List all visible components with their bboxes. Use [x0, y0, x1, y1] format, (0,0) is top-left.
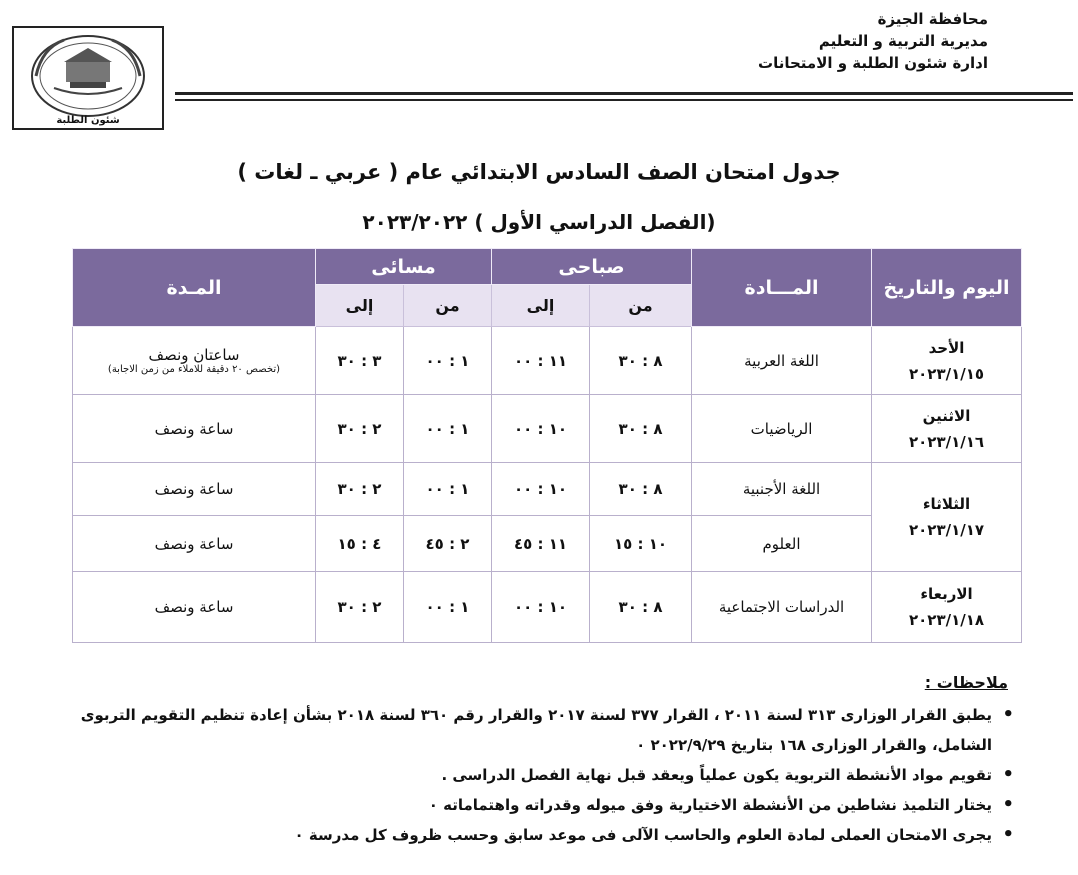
morning-from: ٨ : ٣٠ — [590, 395, 692, 463]
duration-cell: ساعة ونصف — [73, 395, 316, 463]
exam-schedule-table — [72, 248, 1022, 643]
evening-to: ٤ : ١٥ — [316, 516, 404, 572]
morning-to: ١٠ : ٠٠ — [492, 463, 590, 516]
day-name: الاثنين — [922, 406, 971, 425]
evening-from: ٢ : ٤٥ — [404, 516, 492, 572]
evening-to: ٢ : ٣٠ — [316, 463, 404, 516]
evening-from: ١ : ٠٠ — [404, 395, 492, 463]
day-name: الثلاثاء — [922, 495, 971, 513]
header-evening-to: إلى — [316, 285, 404, 327]
governorate-name: محافظة الجيزة — [877, 10, 988, 28]
notes-list — [58, 700, 1018, 850]
duration-cell — [73, 327, 316, 395]
exam-date: ٢٠٢٣/١/١٦ — [908, 432, 985, 451]
header-duration: المـدة — [73, 249, 316, 327]
issuer-header — [658, 8, 988, 74]
table-row — [73, 572, 1022, 643]
morning-to: ١١ : ٠٠ — [492, 327, 590, 395]
day-cell — [872, 327, 1022, 395]
header-evening: مسائى — [316, 249, 492, 285]
evening-to: ٢ : ٣٠ — [316, 572, 404, 643]
header-divider-thin — [175, 99, 1073, 101]
duration-cell: ساعة ونصف — [73, 572, 316, 643]
note-item: • يجرى الامتحان العملى لمادة العلوم والحاسب الآلى فى موعد سابق وحسب ظروف كل مدرسة ٠ — [58, 820, 1018, 850]
table-row — [73, 395, 1022, 463]
header-morning: صباحى — [492, 249, 692, 285]
day-cell — [872, 572, 1022, 643]
note-item: • يطبق القرار الوزارى ٣١٣ لسنة ٢٠١١ ، القرار ٣٧٧ لسنة ٢٠١٧ والقرار رقم ٣٦٠ لسنة ٢٠١٨ بشأن إعادة تنظيم التقويم التربوى الشامل، والقرار الوزارى ١٦٨ بتاريخ ٢٠٢٢/٩/٢٩ ٠ — [58, 700, 1018, 760]
header-day-date: اليوم والتاريخ — [872, 249, 1022, 327]
header-evening-from: من — [404, 285, 492, 327]
morning-from: ٨ : ٣٠ — [590, 572, 692, 643]
duration-value: ساعتان ونصف — [148, 345, 240, 364]
evening-from: ١ : ٠٠ — [404, 572, 492, 643]
evening-from: ١ : ٠٠ — [404, 463, 492, 516]
subject-cell: العلوم — [692, 516, 872, 572]
header-subject: المـــادة — [692, 249, 872, 327]
morning-to: ١٠ : ٠٠ — [492, 572, 590, 643]
exam-date: ٢٠٢٣/١/١٧ — [908, 521, 985, 539]
subject-cell: اللغة العربية — [692, 327, 872, 395]
morning-to: ١٠ : ٠٠ — [492, 395, 590, 463]
morning-from: ١٠ : ١٥ — [590, 516, 692, 572]
evening-to: ٣ : ٣٠ — [316, 327, 404, 395]
exam-date: ٢٠٢٣/١/١٨ — [908, 611, 985, 629]
notes-heading: ملاحظات : — [924, 673, 1008, 692]
morning-from: ٨ : ٣٠ — [590, 463, 692, 516]
subject-cell: الدراسات الاجتماعية — [692, 572, 872, 643]
duration-cell: ساعة ونصف — [73, 516, 316, 572]
header-divider — [175, 92, 1073, 95]
day-name: الأحد — [928, 338, 965, 357]
day-cell — [872, 463, 1022, 572]
subject-cell: الرياضيات — [692, 395, 872, 463]
day-cell — [872, 395, 1022, 463]
directorate-logo — [12, 26, 164, 130]
subject-cell: اللغة الأجنبية — [692, 463, 872, 516]
header-morning-to: إلى — [492, 285, 590, 327]
document-subtitle: (الفصل الدراسي الأول ) ٢٠٢٣/٢٠٢٢ — [362, 210, 716, 234]
morning-from: ٨ : ٣٠ — [590, 327, 692, 395]
duration-cell: ساعة ونصف — [73, 463, 316, 516]
directorate-name: مديرية التربية و التعليم — [818, 32, 988, 50]
table-row — [73, 327, 1022, 395]
day-name: الاربعاء — [920, 585, 973, 603]
duration-note: (تخصص ٢٠ دقيقة للاملاء من زمن الاجابة) — [107, 363, 281, 375]
evening-from: ١ : ٠٠ — [404, 327, 492, 395]
document-title: جدول امتحان الصف السادس الابتدائي عام ( عربي ـ لغات ) — [237, 160, 841, 184]
header-morning-from: من — [590, 285, 692, 327]
note-item: • يختار التلميذ نشاطين من الأنشطة الاختيارية وفق ميوله وقدراته واهتماماته ٠ — [58, 790, 1018, 820]
department-name: ادارة شئون الطلبة و الامتحانات — [758, 54, 988, 72]
logo-caption: شئون الطلبة — [56, 115, 120, 126]
morning-to: ١١ : ٤٥ — [492, 516, 590, 572]
note-item: • تقويم مواد الأنشطة التربوية يكون عملياً ويعقد قبل نهاية الفصل الدراسى . — [58, 760, 1018, 790]
evening-to: ٢ : ٣٠ — [316, 395, 404, 463]
table-row — [73, 463, 1022, 516]
exam-date: ٢٠٢٣/١/١٥ — [908, 364, 985, 383]
